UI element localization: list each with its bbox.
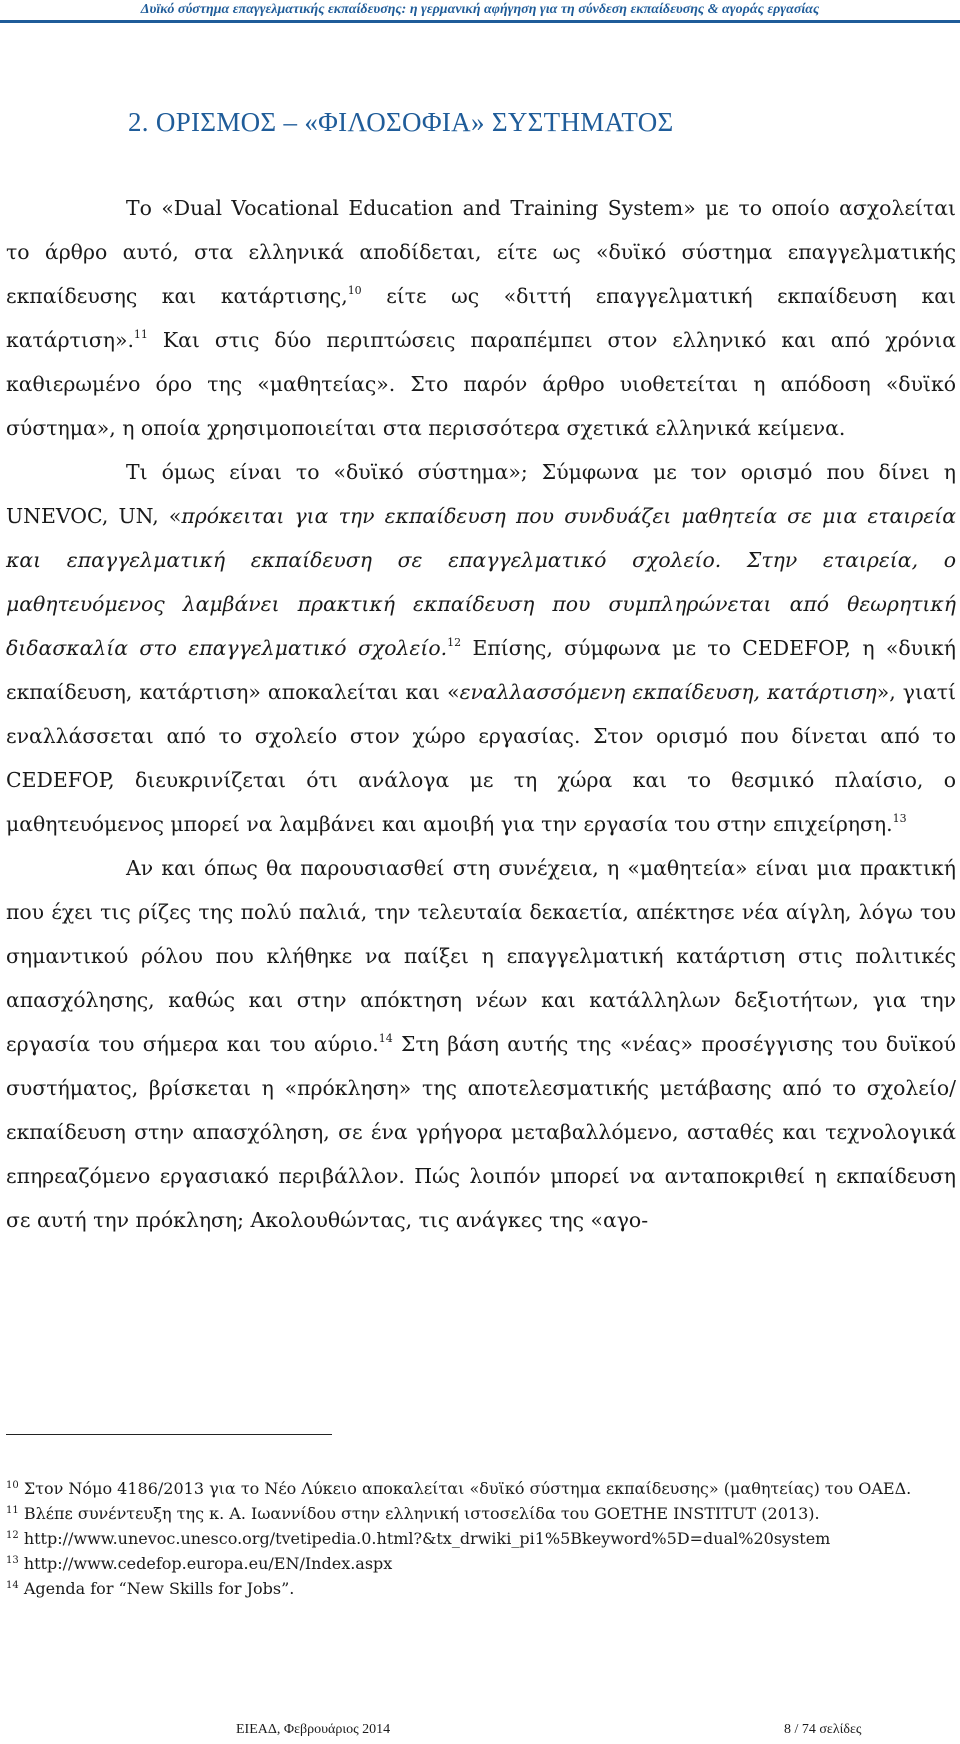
p1-text-a: Το «Dual Vocational Education and Training System» με το οποίο ασχολείται το άρθρο αυτό, στα ελληνικά αποδίδεται, είτε ως «δυϊκό σύστημα επαγγελματικής εκπαίδευσης και κατάρτισης, (6, 196, 956, 308)
footnote-ref-13[interactable]: 13 (892, 812, 907, 825)
p2-text-c: », γιατί εναλλάσσεται από το σχολείο στον χώρο εργασίας. Στον ορισμό που δίνεται από το CEDEFOP, διευκρινίζεται ότι ανάλογα με τη χώρα και το θεσμικό πλαίσιο, ο μαθητευόμενος μπορεί να λαμβάνει και αμοιβή για την εργασία του στην επιχείρηση. (6, 680, 956, 836)
p3-text-b: Στη βάση αυτής της «νέας» προσέγγισης του δυϊκού συστήματος, βρίσκεται η «πρόκληση» της αποτελεσματικής μετάβασης από το σχολείο/εκπαίδευση στην απασχόληση, σε ένα γρήγορα μεταβαλλόμενο, ασταθές και τεχνολογικά επηρεαζόμενο εργασιακό περιβάλλον. Πώς λοιπόν μπορεί να ανταποκριθεί η εκπαίδευση σε αυτή την πρόκληση; Ακολουθώντας, τις ανάγκες της «αγο- (6, 1032, 956, 1232)
footnote-ref-14[interactable]: 14 (378, 1032, 393, 1045)
paragraph-2 (6, 450, 956, 846)
footer-page-number: 8 / 74 σελίδες (784, 1722, 862, 1737)
footnote-14 (6, 1576, 956, 1601)
footnote-link[interactable]: http://www.unevoc.unesco.org/tvetipedia.0.html?&tx_drwiki_pi1%5Bkeyword%5D=dual%20system (18, 1529, 831, 1548)
header-rule (0, 20, 960, 23)
p1-text-b: είτε ως «διττή επαγγελματική εκπαίδευση και κατάρτιση». (6, 284, 956, 352)
paragraph-3 (6, 846, 956, 1242)
footnote-number: 12 (6, 1530, 19, 1541)
p2-text-a: Τι όμως είναι το «δυϊκό σύστημα»; Σύμφωνα με τον ορισμό που δίνει η UNEVOC, UN, « (6, 460, 956, 528)
footnote-text: Agenda for “New Skills for Jobs”. (18, 1579, 295, 1598)
footnote-number: 14 (6, 1580, 19, 1591)
footnote-ref-10[interactable]: 10 (347, 284, 362, 297)
footnote-separator (6, 1434, 332, 1435)
footnote-link[interactable]: http://www.cedefop.europa.eu/EN/Index.aspx (18, 1554, 393, 1573)
footnote-ref-12[interactable]: 12 (447, 636, 462, 649)
running-header: Δυϊκό σύστημα επαγγελματικής εκπαίδευσης: η γερμανική αφήγηση για τη σύνδεση εκπαίδευσης & αγοράς εργασίας (140, 2, 820, 17)
footnote-number: 10 (6, 1480, 19, 1491)
footnote-13 (6, 1551, 956, 1576)
p3-text-a: Αν και όπως θα παρουσιασθεί στη συνέχεια, η «μαθητεία» είναι μια πρακτική που έχει τις ρίζες της πολύ παλιά, την τελευταία δεκαετία, απέκτησε νέα αίγλη, λόγω του σημαντικού ρόλου που κλήθηκε να παίξει η επαγγελματική κατάρτιση στις πολιτικές απασχόλησης, καθώς και στην απόκτηση νέων και κατάλληλων δεξιοτήτων, για την εργασία του σήμερα και του αύριο. (6, 856, 956, 1056)
footnote-number: 13 (6, 1555, 19, 1566)
body-text (6, 186, 956, 1242)
paragraph-1 (6, 186, 956, 450)
footnote-10 (6, 1476, 956, 1501)
footnote-text: Στον Νόμο 4186/2013 για το Νέο Λύκειο αποκαλείται «δυϊκό σύστημα εκπαίδευσης» (μαθητείας) του ΟΑΕΔ. (18, 1479, 912, 1498)
footnote-12 (6, 1526, 956, 1551)
p2-italic-quote: πρόκειται για την εκπαίδευση που συνδυάζει μαθητεία σε μια εταιρεία και επαγγελματική εκπαίδευση σε επαγγελματικό σχολείο. Στην εταιρεία, ο μαθητευόμενος λαμβάνει πρακτική εκπαίδευση που συμπληρώνεται από θεωρητική διδασκαλία στο επαγγελματικό σχολείο. (6, 504, 956, 660)
footnote-11 (6, 1501, 956, 1526)
footnotes (6, 1476, 956, 1601)
footer-publisher-date: ΕΙΕΑΔ, Φεβρουάριος 2014 (236, 1722, 391, 1737)
footnote-text: Βλέπε συνέντευξη της κ. Α. Ιωαννίδου στην ελληνική ιστοσελίδα του GOETHE INSTITUT (2013). (18, 1504, 820, 1523)
p1-text-c: Και στις δύο περιπτώσεις παραπέμπει στον ελληνικό και από χρόνια καθιερωμένο όρο της «μαθητείας». Στο παρόν άρθρο υιοθετείται η απόδοση «δυϊκό σύστημα», η οποία χρησιμοποιείται στα περισσότερα σχετικά ελληνικά κείμενα. (6, 328, 956, 440)
footnote-number: 11 (6, 1505, 19, 1516)
section-heading: 2. ΟΡΙΣΜΟΣ – «ΦΙΛΟΣΟΦΙΑ» ΣΥΣΤΗΜΑΤΟΣ (128, 107, 674, 137)
p2-italic-term: εναλλασσόμενη εκπαίδευση, κατάρτιση (459, 680, 877, 704)
footnote-ref-11[interactable]: 11 (133, 328, 148, 341)
p2-text-b: Επίσης, σύμφωνα με το CEDEFOP, η «δυική εκπαίδευση, κατάρτιση» αποκαλείται και « (6, 636, 957, 704)
